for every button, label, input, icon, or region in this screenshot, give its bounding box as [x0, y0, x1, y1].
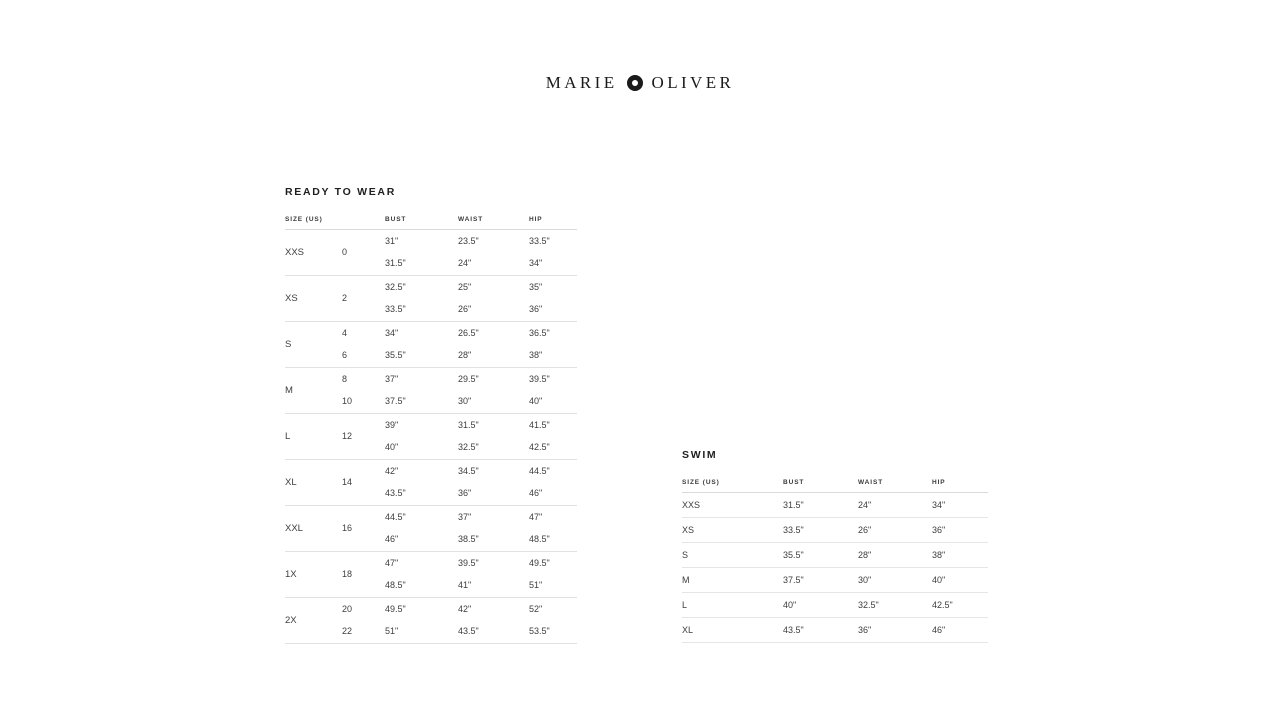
cell-waist: 32.5": [858, 600, 879, 610]
waist-min: 26.5": [458, 328, 479, 338]
cell-hip: 46": [932, 625, 946, 635]
numeric-value: 22: [342, 626, 353, 636]
cell-waist: [458, 322, 529, 368]
numeric-value: 6: [342, 350, 348, 360]
cell-hip: [529, 460, 577, 506]
column-header-hip: HIP: [529, 216, 577, 230]
hip-max: 36": [529, 304, 543, 314]
cell-bust: 37.5": [783, 575, 804, 585]
bust-min: 32.5": [385, 282, 406, 292]
cell-waist: [458, 414, 529, 460]
hip-min: 36.5": [529, 328, 550, 338]
hip-max: 51": [529, 580, 543, 590]
waist-max: 32.5": [458, 442, 479, 452]
cell-numeric: [342, 460, 385, 506]
hip-min: 47": [529, 512, 543, 522]
cell-hip: [529, 598, 577, 644]
hip-min: 33.5": [529, 236, 550, 246]
numeric-value: 0: [342, 247, 348, 257]
hip-min: 35": [529, 282, 543, 292]
cell-waist: 36": [858, 625, 872, 635]
bust-min: 49.5": [385, 604, 406, 614]
waist-max: 43.5": [458, 626, 479, 636]
table-row: [682, 493, 988, 518]
cell-hip: [529, 322, 577, 368]
ready-to-wear-table: [285, 216, 577, 644]
column-header-bust: BUST: [385, 216, 458, 230]
cell-waist: [458, 506, 529, 552]
circle-logo-icon: [627, 75, 643, 91]
table-row: [285, 460, 577, 506]
bust-max: 48.5": [385, 580, 406, 590]
cell-numeric: [342, 552, 385, 598]
ready-to-wear-title: READY TO WEAR: [285, 186, 396, 198]
cell-bust: [385, 368, 458, 414]
waist-max: 38.5": [458, 534, 479, 544]
table-row: [285, 230, 577, 276]
bust-min: 47": [385, 558, 399, 568]
waist-max: 30": [458, 396, 472, 406]
hip-min: 41.5": [529, 420, 550, 430]
column-header-numeric: [342, 216, 385, 230]
cell-bust: 35.5": [783, 550, 804, 560]
swim-table: [682, 479, 988, 643]
cell-hip: [529, 552, 577, 598]
cell-hip: [529, 230, 577, 276]
cell-bust: 40": [783, 600, 797, 610]
table-row: [682, 518, 988, 543]
cell-numeric: [342, 368, 385, 414]
waist-max: 24": [458, 258, 472, 268]
table-row: [682, 593, 988, 618]
cell-size: XL: [682, 625, 694, 635]
waist-min: 31.5": [458, 420, 479, 430]
table-row: [285, 552, 577, 598]
column-header-size: SIZE (US): [285, 216, 342, 230]
waist-min: 34.5": [458, 466, 479, 476]
cell-numeric: [342, 230, 385, 276]
bust-min: 42": [385, 466, 399, 476]
bust-min: 39": [385, 420, 399, 430]
cell-bust: [385, 598, 458, 644]
cell-size: XXS: [682, 500, 701, 510]
cell-waist: 28": [858, 550, 872, 560]
table-row: [285, 506, 577, 552]
ready-to-wear-table-body: [285, 230, 577, 644]
cell-size: XS: [682, 525, 695, 535]
column-header-waist: WAIST: [458, 216, 529, 230]
cell-bust: [385, 276, 458, 322]
bust-max: 37.5": [385, 396, 406, 406]
cell-size: XXL: [285, 523, 303, 534]
bust-max: 51": [385, 626, 399, 636]
table-header-row: [285, 216, 577, 230]
numeric-value: 12: [342, 431, 353, 441]
cell-numeric: [342, 506, 385, 552]
table-row: [682, 568, 988, 593]
cell-waist: [458, 552, 529, 598]
hip-max: 46": [529, 488, 543, 498]
swim-title: SWIM: [682, 449, 718, 461]
hip-max: 48.5": [529, 534, 550, 544]
waist-max: 26": [458, 304, 472, 314]
cell-size: XXS: [285, 247, 305, 258]
numeric-value: 20: [342, 604, 353, 614]
table-row: [285, 276, 577, 322]
bust-min: 34": [385, 328, 399, 338]
cell-hip: 42.5": [932, 600, 953, 610]
numeric-value: 10: [342, 396, 353, 406]
bust-max: 33.5": [385, 304, 406, 314]
cell-bust: [385, 552, 458, 598]
numeric-value: 4: [342, 328, 348, 338]
column-header-hip: HIP: [932, 479, 988, 493]
cell-size: M: [285, 385, 293, 396]
cell-bust: [385, 506, 458, 552]
waist-min: 23.5": [458, 236, 479, 246]
table-header-row: [682, 479, 988, 493]
cell-size: XL: [285, 477, 297, 488]
cell-size: 2X: [285, 615, 297, 626]
waist-max: 36": [458, 488, 472, 498]
hip-min: 49.5": [529, 558, 550, 568]
bust-max: 35.5": [385, 350, 406, 360]
cell-numeric: [342, 598, 385, 644]
cell-hip: [529, 276, 577, 322]
hip-max: 38": [529, 350, 543, 360]
cell-hip: 40": [932, 575, 946, 585]
brand-name-left: MARIE: [545, 73, 618, 92]
waist-min: 42": [458, 604, 472, 614]
brand-name-right: OLIVER: [651, 73, 735, 92]
hip-max: 34": [529, 258, 543, 268]
numeric-value: 16: [342, 523, 353, 533]
waist-min: 29.5": [458, 374, 479, 384]
cell-bust: 33.5": [783, 525, 804, 535]
cell-waist: [458, 276, 529, 322]
bust-min: 44.5": [385, 512, 406, 522]
numeric-value: 8: [342, 374, 348, 384]
table-row: [682, 543, 988, 568]
bust-min: 31": [385, 236, 399, 246]
cell-size: XS: [285, 293, 298, 304]
bust-max: 40": [385, 442, 399, 452]
table-row: [285, 598, 577, 644]
waist-min: 25": [458, 282, 472, 292]
cell-hip: 36": [932, 525, 946, 535]
cell-hip: [529, 414, 577, 460]
cell-size: S: [285, 339, 292, 350]
column-header-waist: WAIST: [858, 479, 932, 493]
cell-bust: 43.5": [783, 625, 804, 635]
hip-max: 40": [529, 396, 543, 406]
cell-size: S: [682, 550, 689, 560]
cell-size: 1X: [285, 569, 297, 580]
table-row: [285, 414, 577, 460]
table-row: [682, 618, 988, 643]
cell-waist: [458, 460, 529, 506]
hip-min: 52": [529, 604, 543, 614]
hip-max: 53.5": [529, 626, 550, 636]
bust-max: 31.5": [385, 258, 406, 268]
swim-table-body: [682, 493, 988, 643]
cell-hip: [529, 368, 577, 414]
cell-bust: [385, 414, 458, 460]
waist-max: 28": [458, 350, 472, 360]
hip-max: 42.5": [529, 442, 550, 452]
swim-section: [682, 449, 988, 643]
numeric-value: 2: [342, 293, 348, 303]
bust-max: 43.5": [385, 488, 406, 498]
table-row: [285, 322, 577, 368]
cell-bust: [385, 230, 458, 276]
cell-waist: 30": [858, 575, 872, 585]
waist-max: 41": [458, 580, 472, 590]
cell-bust: 31.5": [783, 500, 804, 510]
bust-min: 37": [385, 374, 399, 384]
waist-min: 39.5": [458, 558, 479, 568]
cell-size: L: [285, 431, 291, 442]
cell-numeric: [342, 322, 385, 368]
cell-bust: [385, 322, 458, 368]
cell-bust: [385, 460, 458, 506]
hip-min: 44.5": [529, 466, 550, 476]
numeric-value: 14: [342, 477, 353, 487]
cell-waist: [458, 368, 529, 414]
column-header-size: SIZE (US): [682, 479, 783, 493]
bust-max: 46": [385, 534, 399, 544]
hip-min: 39.5": [529, 374, 550, 384]
waist-min: 37": [458, 512, 472, 522]
column-header-bust: BUST: [783, 479, 858, 493]
numeric-value: 18: [342, 569, 353, 579]
cell-waist: 26": [858, 525, 872, 535]
brand-logo: [0, 74, 1280, 91]
cell-waist: 24": [858, 500, 872, 510]
cell-waist: [458, 598, 529, 644]
cell-waist: [458, 230, 529, 276]
cell-hip: 38": [932, 550, 946, 560]
table-row: [285, 368, 577, 414]
cell-size: M: [682, 575, 690, 585]
cell-numeric: [342, 276, 385, 322]
ready-to-wear-section: [285, 186, 577, 644]
cell-hip: [529, 506, 577, 552]
cell-size: L: [682, 600, 688, 610]
cell-numeric: [342, 414, 385, 460]
cell-hip: 34": [932, 500, 946, 510]
